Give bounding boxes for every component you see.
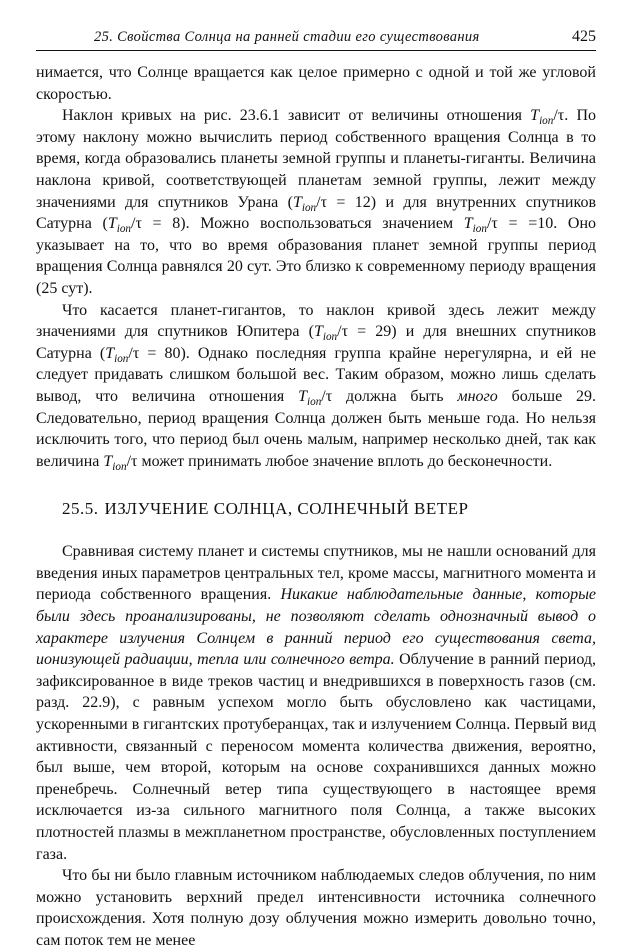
text-run: Что касается планет-гигантов, то наклон кривой здесь лежит между значениями для спутников Юпитера ( — [36, 301, 596, 341]
subscript: ion — [114, 352, 129, 365]
subscript: ion — [539, 115, 554, 128]
italic-text: T — [463, 215, 473, 233]
paragraph-continuation — [36, 62, 596, 105]
paragraph-solar-emission — [36, 541, 596, 865]
text-run: Сравнивая систему планет и системы спутников, мы не нашли оснований для введения иных параметров центральных тел, кроме массы, магнитного момента и периода собственного вращения. — [36, 543, 596, 604]
section-title: ИЗЛУЧЕНИЕ СОЛНЦА, СОЛНЕЧНЫЙ ВЕТЕР — [104, 499, 469, 519]
paragraph-irradiation-limit — [36, 865, 596, 951]
subscript: ion — [112, 460, 127, 473]
subscript: ion — [307, 396, 322, 409]
paragraph-giant-planets — [36, 300, 596, 473]
subscript: ion — [116, 223, 132, 236]
italic-text: Никакие наблюдательные данные, которые были здесь проанализированы, не позволяют сделать однозначный вывод о характере излучения Солнцем в ранний период его существования света, ионизующей радиации, тепла или солнечного ветра. — [36, 586, 596, 669]
text-run: /τ = 80). Однако последняя группа крайне нерегулярна, и ей не следует придавать слишком большой вес. Таким образом, можно лишь сделать вывод, что величина отношения — [36, 344, 596, 405]
italic-text: T — [292, 193, 302, 211]
page-body — [36, 62, 596, 952]
subscript: ion — [322, 331, 338, 344]
subscript: ion — [472, 223, 487, 236]
subscript: ion — [301, 201, 317, 214]
section-number: 25.5. — [62, 499, 99, 519]
italic-text: T — [105, 344, 115, 362]
italic-text: T — [107, 215, 117, 233]
section-heading — [36, 498, 596, 520]
italic-text: T — [103, 452, 113, 470]
paragraph-rotation-slope — [36, 105, 596, 299]
italic-text: T — [530, 107, 540, 125]
text-run: нимается, что Солнце вращается как целое примерно с одной и той же угловой скоростью. — [36, 64, 596, 103]
italic-text: T — [313, 323, 323, 341]
italic-text: много — [457, 387, 498, 405]
text-run: Что бы ни было главным источником наблюдаемых следов облучения, по ним можно установить верхний предел интенсивности источника солнечного происхождения. Хотя полную дозу облучения можно измерить довольно точно, сам поток тем не менее — [36, 867, 596, 949]
text-run: /τ. По этому наклону можно вычислить период собственного вращения Солнца в то время, когда образовались планеты земной группы и планеты-гиганты. Величина наклона кривой, соответствующей планетам земной группы, лежит между значениями для спутников Урана ( — [36, 107, 597, 211]
text-run: /τ = =10. Оно указывает на то, что во время образования планет земной группы период вращения Солнца равнялся 20 сут. Это близко к современному периоду вращения (25 сут). — [36, 215, 597, 297]
running-title: 25. Свойства Солнца на ранней стадии его существования — [94, 29, 480, 45]
text-run: /τ должна быть — [321, 387, 458, 405]
text-run: Наклон кривых на рис. 23.6.1 зависит от величины отношения — [62, 107, 531, 125]
page-number: 425 — [572, 28, 596, 45]
text-run: /τ = 12) и для внутренних спутников Сатурна ( — [36, 193, 596, 233]
italic-text: T — [298, 387, 307, 405]
text-run: /τ может принимать любое значение вплоть до бесконечности. — [126, 452, 553, 470]
text-run: /τ = 8). Можно воспользоваться значением — [131, 215, 464, 233]
text-run: больше 29. Следовательно, период вращения Солнца должен быть меньше года. Но нельзя исключить того, что период был очень малым, например несколько дней, так как величина — [36, 387, 597, 470]
page-header — [36, 26, 596, 51]
text-run: /τ = 29) и для внешних спутников Сатурна ( — [36, 323, 596, 362]
text-run: Облучение в ранний период, зафиксированное в виде треков частиц и внедрившихся в поверхность газов (см. разд. 22.9), с равным успехом могло быть обусловлено как частицами, ускоренными в гигантских протуберанцах, так и излучением Солнца. Первый вид активности, связанный с переносом момента количества движения, вероятно, был выше, чем второй, которым на основе сохранившихся данных можно пренебречь. Солнечный ветер типа существующего в настоящее время исключается из-за сильного магнитного поля Солнца, а также высоких плотностей плазмы в межпланетном пространстве, обусловленных поступлением газа. — [36, 651, 596, 863]
